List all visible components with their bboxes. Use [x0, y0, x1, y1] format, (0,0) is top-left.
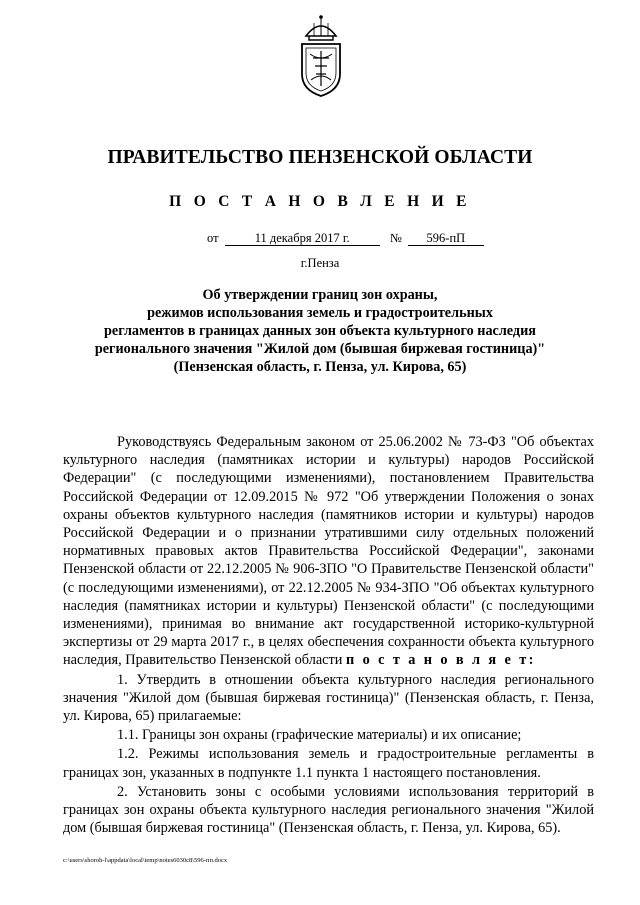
file-path-footer: c:\users\shoroh-l\appdata\local\temp\notes6030c8\596-пп.docx — [63, 857, 228, 864]
preamble-paragraph — [63, 433, 594, 670]
title-line: режимов использования земель и градостроительных — [147, 305, 493, 321]
title-line: Об утверждении границ зон охраны, — [202, 287, 438, 303]
date-number-line — [207, 231, 484, 246]
item-2: 2. Установить зоны с особыми условиями использования территорий в границах зон охраны объекта культурного наследия регионального значения "Жилой дом (бывшая биржевая гостиница" (Пензенская область, г. Пенза, ул. Кирова, 65). — [63, 783, 594, 837]
document-type: П О С Т А Н О В Л Е Н И Е — [169, 193, 471, 210]
item-1-1: 1.1. Границы зон охраны (графические материалы) и их описание; — [117, 727, 522, 744]
document-city: г.Пенза — [300, 256, 340, 270]
title-line: регионального значения "Жилой дом (бывшая биржевая гостиница)" — [94, 341, 546, 357]
document-title — [80, 286, 560, 376]
organization-name: ПРАВИТЕЛЬСТВО ПЕНЗЕНСКОЙ ОБЛАСТИ — [107, 147, 533, 168]
item-1-2: 1.2. Режимы использования земель и градостроительные регламенты в границах зон, указанных в подпункте 1.1 пункта 1 настоящего постановления. — [63, 746, 594, 781]
decree-word: п о с т а н о в л я е т: — [346, 652, 536, 669]
document-number: 596-пП — [408, 231, 484, 246]
document-body — [63, 433, 594, 837]
date-prefix: от — [207, 231, 219, 245]
document-date: 11 декабря 2017 г. — [225, 231, 380, 246]
coat-of-arms-emblem — [296, 14, 346, 98]
preamble-text: Руководствуясь Федеральным законом от 25.06.2002 № 73-ФЗ "Об объектах культурного наследия (памятниках истории и культуры) народов Российской Федерации" (с последующими изменениями), постановлением Правительства Российской Федерации от 12.09.2015 № 972 "Об утверждении Положения о зонах охраны объектов культурного наследия (памятников истории и культуры) народов Российской Федерации и о признании утратившими силу отдельных положений нормативных правовых актов Правительства Российской Федерации", законами Пензенской области от 22.12.2005 № 906-ЗПО "О Правительстве Пензенской области" (с последующими изменениями), от 22.12.2005 № 934-ЗПО "Об объектах культурного наследия (памятниках истории и культуры) Пензенской области" (с последующими изменениями), принимая во внимание акт государственной историко-культурной экспертизы от 29 марта 2017 г., в целях обеспечения сохранности объекта культурного наследия, Правительство Пензенской области — [63, 434, 594, 669]
title-line: (Пензенская область, г. Пенза, ул. Кирова, 65) — [173, 359, 467, 375]
item-1: 1. Утвердить в отношении объекта культурного наследия регионального значения "Жилой дом (бывшая биржевая гостиница)" (Пензенская область, г. Пенза, ул. Кирова, 65) прилагаемые: — [63, 671, 594, 725]
number-sign: № — [389, 231, 402, 245]
title-line: регламентов в границах данных зон объекта культурного наследия — [104, 323, 536, 339]
